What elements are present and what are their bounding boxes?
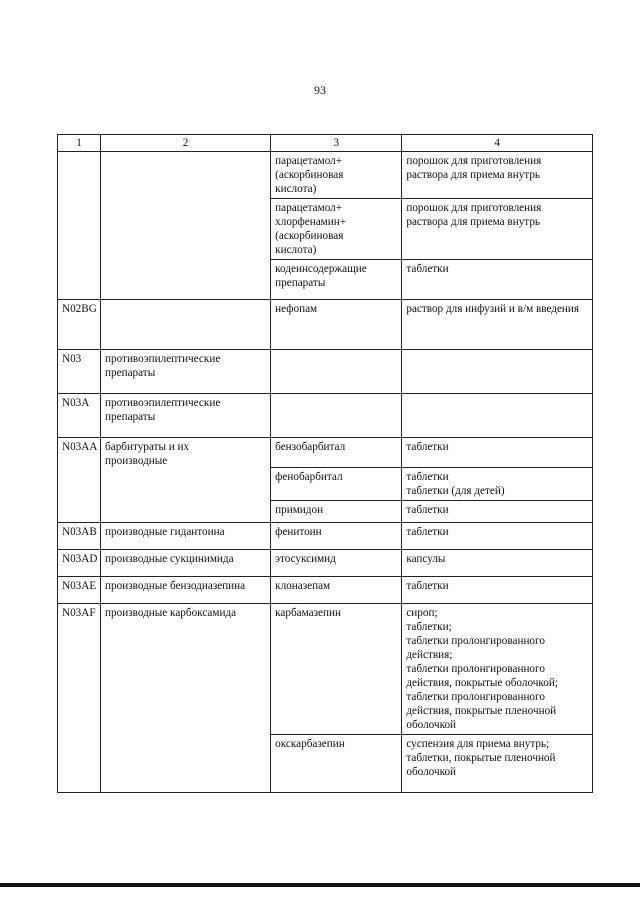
drug-cell: бензобарбитал: [271, 438, 402, 468]
form-cell: таблетки: [402, 523, 593, 550]
drug-cell: фенитоин: [271, 523, 402, 550]
bottom-rule: [0, 883, 640, 887]
drug-cell: [271, 394, 402, 438]
drug-cell: парацетамол+ (аскорбиновая кислота): [271, 152, 402, 199]
form-cell: таблетки: [402, 577, 593, 604]
group-cell: барбитураты и их производные: [101, 438, 271, 523]
table-row: [58, 550, 593, 577]
code-cell: N03AE: [58, 577, 101, 604]
drug-cell: нефопам: [271, 300, 402, 350]
drug-cell: парацетамол+ хлорфенамин+ (аскорбиновая кислота): [271, 199, 402, 260]
drug-cell: клоназепам: [271, 577, 402, 604]
form-cell: [402, 350, 593, 394]
code-cell: N02BG: [58, 300, 101, 350]
group-cell: противоэпилептические препараты: [101, 350, 271, 394]
form-cell: таблетки таблетки (для детей): [402, 468, 593, 501]
drug-cell: фенобарбитал: [271, 468, 402, 501]
drug-cell: кодеинсодержащие препараты: [271, 260, 402, 300]
form-cell: сироп; таблетки; таблетки пролонгированного действия; таблетки пролонгированного действия, покрытые оболочкой; таблетки пролонгированного действия, покрытые пленочной оболочкой: [402, 604, 593, 735]
table-row: [58, 152, 593, 199]
group-cell: [101, 152, 271, 300]
table-header-row: [58, 135, 593, 152]
drug-cell: [271, 350, 402, 394]
drug-cell: этосуксимид: [271, 550, 402, 577]
code-cell: N03AB: [58, 523, 101, 550]
form-cell: суспензия для приема внутрь; таблетки, покрытые пленочной оболочкой: [402, 735, 593, 793]
code-cell: N03AF: [58, 604, 101, 793]
table-row: [58, 577, 593, 604]
drug-cell: окскарбазепин: [271, 735, 402, 793]
medication-table: [57, 134, 593, 793]
form-cell: порошок для приготовления раствора для приема внутрь: [402, 199, 593, 260]
code-cell: [58, 152, 101, 300]
page-number: 93: [314, 83, 326, 97]
form-cell: таблетки: [402, 501, 593, 523]
table-row: [58, 438, 593, 468]
code-cell: N03AA: [58, 438, 101, 523]
drug-cell: примидон: [271, 501, 402, 523]
form-cell: [402, 394, 593, 438]
column-header-3: 3: [271, 135, 402, 152]
form-cell: таблетки: [402, 438, 593, 468]
form-cell: раствор для инфузий и в/м введения: [402, 300, 593, 350]
group-cell: производные бензодиазепина: [101, 577, 271, 604]
drug-cell: карбамазепин: [271, 604, 402, 735]
column-header-1: 1: [58, 135, 101, 152]
code-cell: N03: [58, 350, 101, 394]
group-cell: [101, 300, 271, 350]
form-cell: таблетки: [402, 260, 593, 300]
column-header-2: 2: [101, 135, 271, 152]
table-row: [58, 604, 593, 735]
code-cell: N03AD: [58, 550, 101, 577]
group-cell: производные гидантоина: [101, 523, 271, 550]
code-cell: N03A: [58, 394, 101, 438]
form-cell: порошок для приготовления раствора для приема внутрь: [402, 152, 593, 199]
group-cell: производные карбоксамида: [101, 604, 271, 793]
table-row: [58, 350, 593, 394]
table-row: [58, 300, 593, 350]
column-header-4: 4: [402, 135, 593, 152]
group-cell: противоэпилептические препараты: [101, 394, 271, 438]
group-cell: производные сукцинимида: [101, 550, 271, 577]
table-row: [58, 523, 593, 550]
table-row: [58, 394, 593, 438]
form-cell: капсулы: [402, 550, 593, 577]
